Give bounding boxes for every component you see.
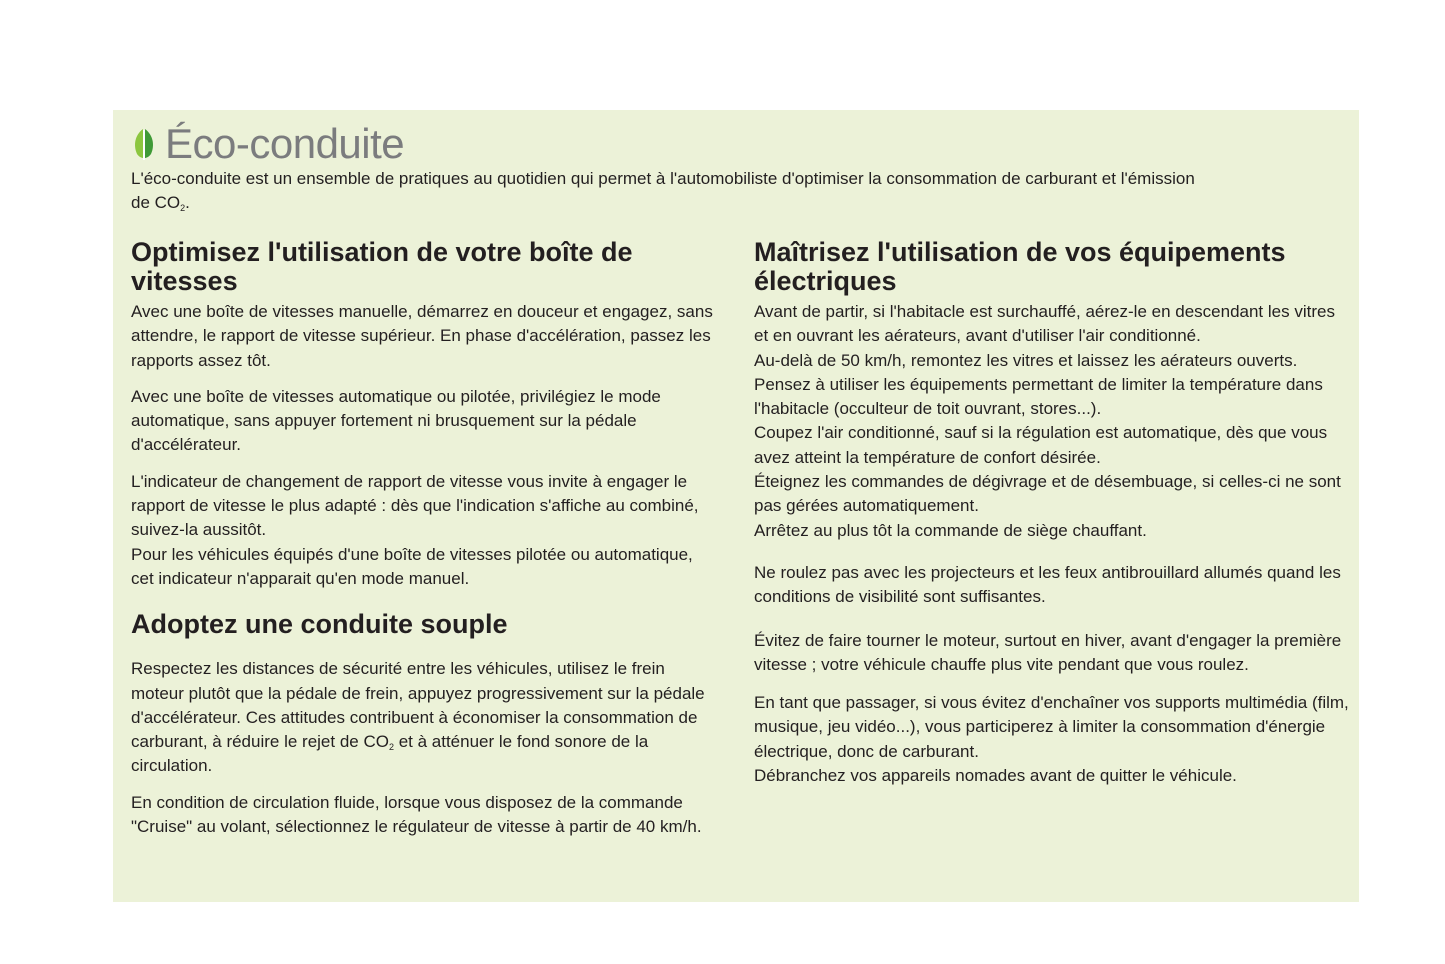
- gearbox-paragraph-manual: Avec une boîte de vitesses manuelle, démarrez en douceur et engagez, sans attendre, le rapport de vitesse supérieur. En phase d'accélération, passez les rapports assez tôt.: [131, 302, 713, 370]
- left-column: [131, 238, 716, 839]
- electrical-line-defrost: Éteignez les commandes de dégivrage et de désembuage, si celles-ci ne sont pas gérées automatiquement.: [754, 472, 1341, 516]
- page-title: Éco-conduite: [165, 120, 405, 167]
- smooth-paragraph-cruise: En condition de circulation fluide, lorsque vous disposez de la commande "Cruise" au volant, sélectionnez le régulateur de vitesse à partir de 40 km/h.: [131, 792, 702, 837]
- title-row: [131, 120, 404, 168]
- smooth-paragraph-distances: Respectez les distances de sécurité entre les véhicules, utilisez le frein moteur plutôt que la pédale de frein, appuyez progressivement sur la pédale d'accélérateur. Ces attitudes contribuent à économiser la consommation de carburant, à réduire le rejet de $CO_2$ et à atténuer le fond sonore de la circulation.: [131, 659, 705, 776]
- gearbox-paragraph-automatic: Avec une boîte de vitesses automatique ou pilotée, privilégiez le mode automatique, sans appuyer fortement ni brusquement sur la pédale d'accélérateur.: [131, 386, 661, 455]
- electrical-line-ventilation: Avant de partir, si l'habitacle est surchauffé, aérez-le en descendant les vitres et en ouvrant les aérateurs, avant d'utiliser l'air conditionné.: [754, 302, 1335, 346]
- gearbox-paragraph-indicator: L'indicateur de changement de rapport de vitesse vous invite à engager le rapport de vitesse le plus adapté : dès que l'indication s'affiche au combiné, suivez-la aussitôt.: [131, 471, 699, 540]
- heading-gearbox: Optimisez l'utilisation de votre boîte de vitesses: [131, 237, 633, 296]
- electrical-paragraph-unplug: Débranchez vos appareils nomades avant de quitter le véhicule.: [754, 766, 1237, 786]
- electrical-line-heated-seat: Arrêtez au plus tôt la commande de siège chauffant.: [754, 520, 1147, 540]
- eco-driving-panel: [113, 110, 1359, 902]
- leaf-icon: [131, 127, 157, 161]
- heading-electrical-equipment: Maîtrisez l'utilisation de vos équipements électriques: [754, 237, 1286, 296]
- heading-smooth-driving: Adoptez une conduite souple: [131, 609, 508, 640]
- electrical-line-sunshade: Pensez à utiliser les équipements permettant de limiter la température dans l'habitacle (occulteur de toit ouvrant, stores...).: [754, 374, 1323, 419]
- electrical-paragraph-engine-idle: Évitez de faire tourner le moteur, surtout en hiver, avant d'engager la première vitesse ; votre véhicule chauffe plus vite pendant que vous roulez.: [754, 630, 1342, 674]
- electrical-paragraph-multimedia: En tant que passager, si vous évitez d'enchaîner vos supports multimédia (film, musique, jeu vidéo...), vous participerez à limiter la consommation d'énergie électrique, donc de carburant.: [754, 693, 1349, 761]
- intro-text: L'éco-conduite est un ensemble de pratiques au quotidien qui permet à l'automobiliste d'optimiser la consommation de carburant et l'émission de $CO_2$.: [131, 169, 1195, 213]
- gearbox-paragraph-indicator-note: Pour les véhicules équipés d'une boîte de vitesses pilotée ou automatique, cet indicateur n'apparait qu'en mode manuel.: [131, 544, 693, 588]
- electrical-line-air-conditioning: Coupez l'air conditionné, sauf si la régulation est automatique, dès que vous avez atteint la température de confort désirée.: [754, 423, 1328, 467]
- right-column: [754, 238, 1349, 788]
- electrical-paragraph-headlights: Ne roulez pas avec les projecteurs et les feux antibrouillard allumés quand les conditions de visibilité sont suffisantes.: [754, 562, 1341, 607]
- electrical-line-windows: Au-delà de 50 km/h, remontez les vitres et laissez les aérateurs ouverts.: [754, 350, 1298, 370]
